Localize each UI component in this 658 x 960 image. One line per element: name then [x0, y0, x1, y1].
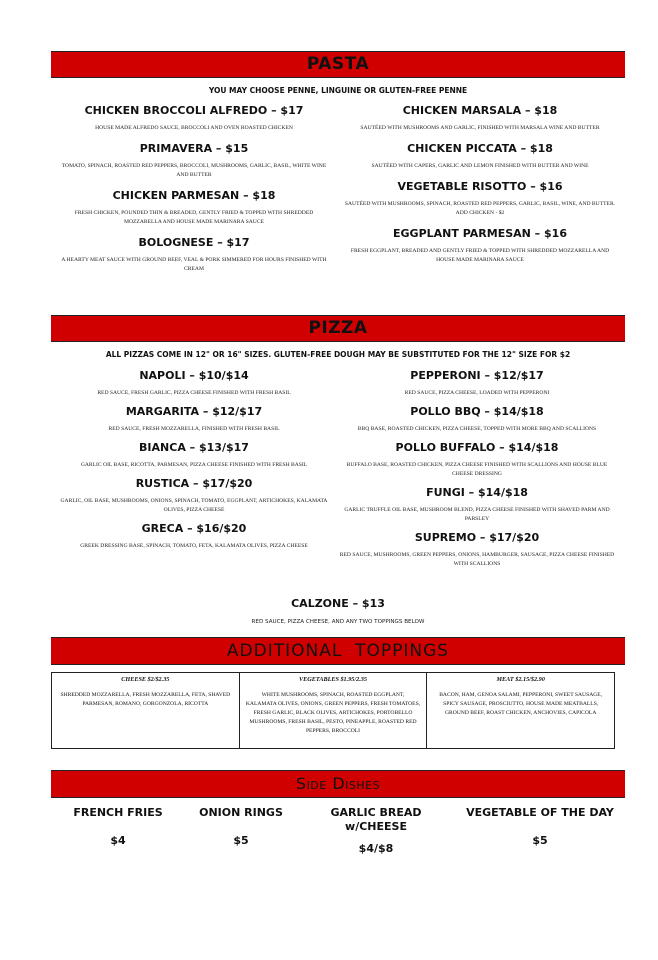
- item-name: POLLO BUFFALO – $14/$18: [395, 440, 559, 454]
- side-item: [457, 806, 623, 847]
- item-desc: GARLIC, OIL BASE, MUSHROOMS, ONIONS, SPINACH, TOMATO, EGGPLANT, ARTICHOKES, KALAMATA OLIVES, PIZZA CHEESE: [60, 497, 328, 513]
- pasta-left-column: [56, 104, 332, 283]
- toppings-vegetables-head: VEGETABLES $1.95/2.35: [299, 676, 367, 683]
- menu-item: [56, 405, 332, 434]
- sides-title: Side Dishes: [295, 774, 381, 793]
- menu-item: [56, 104, 332, 133]
- item-desc: HOUSE MADE ALFREDO SAUCE, BROCCOLI AND OVEN ROASTED CHICKEN: [95, 125, 293, 131]
- item-name: MARGARITA – $12/$17: [125, 404, 263, 418]
- sides-banner: [51, 770, 625, 798]
- menu-item: [342, 180, 618, 218]
- side-price: $5: [532, 833, 548, 847]
- side-price: $5: [233, 833, 249, 847]
- item-desc: GARLIC TRUFFLE OIL BASE, MUSHROOM BLEND, PIZZA CHEESE FINISHED WITH SHAVED PARM AND PARSLEY: [344, 506, 610, 522]
- item-desc: BBQ BASE, ROASTED CHICKEN, PIZZA CHEESE, TOPPED WITH MORE BBQ AND SCALLIONS: [357, 425, 597, 432]
- toppings-vegetables-list: WHITE MUSHROOMS, SPINACH, ROASTED EGGPLANT, KALAMATA OLIVES, ONIONS, GREEN PEPPERS, FRESH TOMATOES, FRESH GARLIC, BLACK OLIVES, ARTICHOKES, PORTOBELLO MUSHROOMS, FRESH BASIL, PESTO, PINEAPPLE, ROASTED RED PEPPERS, BROCCOLI: [245, 692, 421, 734]
- side-price: $4/$8: [358, 841, 394, 855]
- toppings-table: [51, 672, 615, 749]
- item-desc: GARLIC OIL BASE, RICOTTA, PARMESAN, PIZZA CHEESE FINISHED WITH FRESH BASIL: [80, 461, 308, 468]
- item-desc: SAUTÉED WITH MUSHROOMS, SPINACH, ROASTED RED PEPPERS, GARLIC, BASIL, WINE, AND BUTTER. ADD CHICKEN - $2: [344, 200, 616, 216]
- item-name: BIANCA – $13/$17: [139, 440, 249, 454]
- item-desc: RED SAUCE, PIZZA CHEESE, LOADED WITH PEPPERONI: [404, 390, 550, 396]
- item-desc: RED SAUCE, FRESH GARLIC, PIZZA CHEESE FINISHED WITH FRESH BASIL: [97, 390, 291, 396]
- toppings-meat-list: BACON, HAM, GENOA SALAMI, PEPPERONI, SWEET SAUSAGE, SPICY SAUSAGE, PROSCIUTTO, HOUSE MADE MEATBALLS, GROUND BEEF, ROAST CHICKEN, ANCHOVIES, CAPICOLA: [439, 692, 603, 716]
- item-desc: BUFFALO BASE, ROASTED CHICKEN, PIZZA CHEESE FINISHED WITH SCALLIONS AND HOUSE BLUE CHEESE DRESSING: [346, 461, 608, 477]
- pasta-right-column: [342, 104, 618, 274]
- item-name: FUNGI – $14/$18: [426, 485, 528, 499]
- pizza-banner: [51, 315, 625, 342]
- side-name: FRENCH FRIES: [73, 806, 163, 819]
- item-name: GRECA – $16/$20: [141, 521, 247, 535]
- side-item: [316, 806, 436, 855]
- menu-item: [56, 369, 332, 398]
- pasta-note: YOU MAY CHOOSE PENNE, LINGUINE OR GLUTEN-FREE PENNE: [208, 86, 468, 95]
- side-name: VEGETABLE OF THE DAY: [466, 806, 614, 819]
- item-desc: FRESH EGGPLANT, BREADED AND GENTLY FRIED & TOPPED WITH SHREDDED MOZZARELLA AND HOUSE MADE MARINARA SAUCE: [350, 247, 610, 263]
- side-name: ONION RINGS: [199, 806, 283, 819]
- toppings-cheese-cell: [52, 673, 240, 749]
- item-name: POLLO BBQ – $14/$18: [410, 404, 544, 418]
- menu-item: [336, 441, 618, 479]
- item-name: SUPREMO – $17/$20: [414, 530, 540, 544]
- menu-item: [56, 189, 332, 227]
- item-desc: RED SAUCE, FRESH MOZZARELLA, FINISHED WITH FRESH BASIL: [108, 425, 280, 432]
- menu-item: [342, 142, 618, 171]
- pizza-left-column: [56, 369, 332, 558]
- item-name: CHICKEN MARSALA – $18: [402, 104, 558, 117]
- item-name: RUSTICA – $17/$20: [135, 476, 253, 490]
- toppings-vegetables-cell: [239, 673, 427, 749]
- pizza-right-column: [336, 369, 618, 576]
- item-desc: RED SAUCE, PIZZA CHEESE, AND ANY TWO TOPPINGS BELOW: [251, 619, 425, 625]
- menu-item: [336, 369, 618, 398]
- side-name: GARLIC BREAD w/CHEESE: [330, 806, 422, 833]
- item-name: NAPOLI – $10/$14: [139, 369, 249, 382]
- menu-item: [56, 522, 332, 551]
- pasta-banner: [51, 51, 625, 78]
- menu-item: [56, 142, 332, 180]
- item-desc: A HEARTY MEAT SAUCE WITH GROUND BEEF, VEAL & PORK SIMMERED FOR HOURS FINISHED WITH CREAM: [61, 256, 327, 272]
- item-name: CHICKEN PICCATA – $18: [407, 141, 553, 155]
- item-desc: RED SAUCE, MUSHROOMS, GREEN PEPPERS, ONIONS, HAMBURGER, SAUSAGE, PIZZA CHEESE FINISHED WITH SCALLIONS: [339, 551, 615, 567]
- menu-item: [336, 531, 618, 569]
- item-desc: TOMATO, SPINACH, ROASTED RED PEPPERS, BROCCOLI, MUSHROOMS, GARLIC, BASIL, WHITE WINE AND BUTTER: [61, 162, 327, 178]
- item-desc: GREEK DRESSING BASE, SPINACH, TOMATO, FETA, KALAMATA OLIVES, PIZZA CHEESE: [80, 542, 308, 549]
- side-item: [56, 806, 180, 847]
- side-price: $4: [110, 833, 126, 847]
- toppings-meat-head: MEAT $2.15/$2.90: [496, 676, 545, 683]
- item-desc: FRESH CHICKEN, POUNDED THIN & BREADED, GENTLY FRIED & TOPPED WITH SHREDDED MOZZARELLA AND HOUSE MADE MARINARA SAUCE: [74, 209, 314, 225]
- calzone-item: [51, 597, 625, 627]
- item-desc: SAUTÉED WITH CAPERS, GARLIC AND LEMON FINISHED WITH BUTTER AND WINE: [371, 162, 589, 169]
- item-name: BOLOGNESE – $17: [138, 235, 250, 249]
- pizza-title: PIZZA: [308, 318, 368, 338]
- item-name: EGGPLANT PARMESAN – $16: [393, 226, 567, 240]
- toppings-title: ADDITIONAL TOPPINGS: [226, 641, 450, 661]
- toppings-cheese-list: SHREDDED MOZZARELLA, FRESH MOZZARELLA, FETA, SHAVED PARMESAN, ROMANO, GORGONZOLA, RICOTTA: [60, 692, 231, 707]
- toppings-cheese-head: CHEESE $2/$2.35: [121, 676, 170, 683]
- menu-item: [336, 486, 618, 524]
- item-name: CALZONE – $13: [291, 597, 385, 610]
- menu-item: [342, 104, 618, 133]
- menu-item: [336, 405, 618, 434]
- item-name: PEPPERONI – $12/$17: [410, 369, 544, 382]
- side-item: [185, 806, 297, 847]
- menu-item: [342, 227, 618, 265]
- item-name: CHICKEN BROCCOLI ALFREDO – $17: [84, 104, 304, 117]
- item-name: VEGETABLE RISOTTO – $16: [397, 179, 563, 193]
- menu-item: [56, 477, 332, 515]
- pasta-title: PASTA: [306, 54, 370, 74]
- toppings-meat-cell: [427, 673, 615, 749]
- item-name: CHICKEN PARMESAN – $18: [112, 188, 276, 202]
- menu-item: [56, 236, 332, 274]
- item-desc: SAUTÉED WITH MUSHROOMS AND GARLIC, FINISHED WITH MARSALA WINE AND BUTTER: [360, 125, 600, 131]
- item-name: PRIMAVERA – $15: [139, 141, 249, 155]
- menu-item: [56, 441, 332, 470]
- toppings-banner: [51, 637, 625, 665]
- pizza-note: ALL PIZZAS COME IN 12" OR 16" SIZES. GLUTEN-FREE DOUGH MAY BE SUBSTITUTED FOR THE 12" SIZE FOR $2: [105, 350, 571, 359]
